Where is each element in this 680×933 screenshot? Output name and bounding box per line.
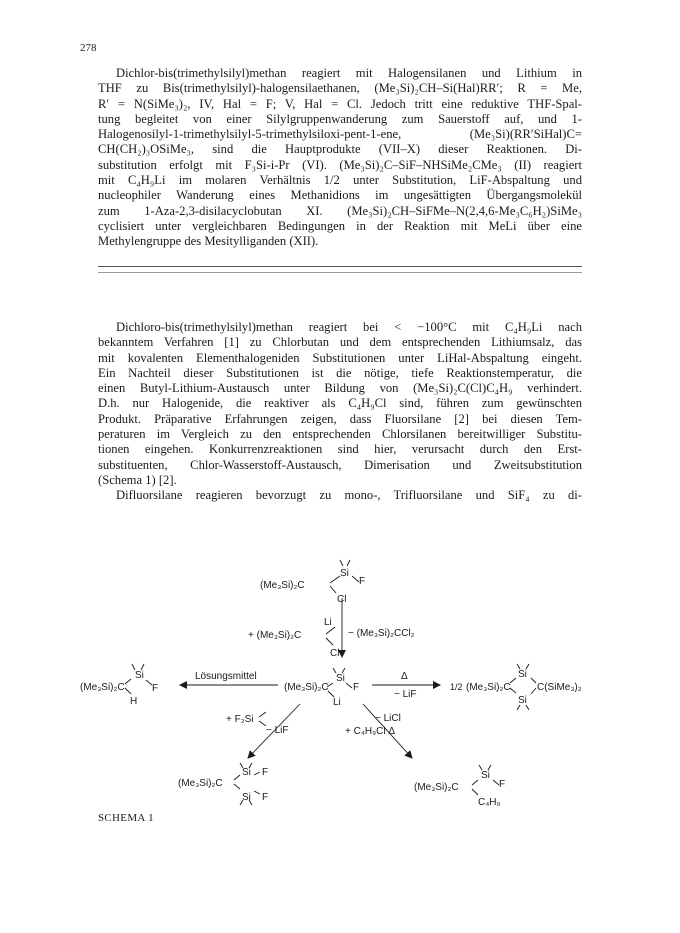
body-line: (Schema 1) [2]. bbox=[98, 472, 177, 487]
body-line: D.h. nur Halogenide, die reaktiver als C₄H₉Cl sind, führen zum gewünschten bbox=[98, 396, 582, 411]
body-line: Dichloro-bis(trimethylsilyl)methan reagiert bei < −100°C mit C₄H₉Li nach bbox=[116, 320, 582, 334]
abstract-line: zum 1-Aza-2,3-disilacyclobutan XI. (Me₃Si)₂CH–SiFMe–N(2,4,6-Me₃C₆H₂)SiMe₃ bbox=[98, 203, 582, 218]
top-si: Si bbox=[340, 568, 349, 579]
abstract-line: tung begleitet von einer Silylgruppenwanderung zum Sauerstoff auf, und 1- bbox=[98, 111, 582, 126]
left-h: H bbox=[130, 696, 138, 707]
br-c4h9: C₄H₉ bbox=[478, 797, 501, 808]
abstract-line: mit C₄H₉Li im molaren Verhältnis 1/2 unter Substitution, LiF-Abspaltung und bbox=[98, 173, 582, 188]
down-left-label-top: + F₂Si bbox=[226, 714, 254, 725]
down-right-label-top: − LiCl bbox=[375, 713, 401, 724]
body-line: tionen eingehen. Konkurrenzreaktionen sind hier, verursacht durch den Erst- bbox=[98, 442, 582, 457]
bl-f-top: F bbox=[262, 767, 269, 778]
bl-group: (Me₃Si)₂C bbox=[178, 778, 223, 789]
down-right-label-bottom: + C₄H₉Cl Δ bbox=[345, 726, 396, 737]
br-group: (Me₃Si)₂C bbox=[414, 782, 459, 793]
abstract-line: nucleophiler Wanderung eines Methanidions im ungesättigten Übergangsmolekül bbox=[98, 188, 582, 203]
top-f: F bbox=[359, 576, 366, 587]
center-si: Si bbox=[336, 673, 345, 684]
reagent-cl: Cl bbox=[330, 648, 340, 659]
body-line: Produkt. Präparative Erfahrungen zeigen, dass Fluorsilane [2] bei diesen Tem- bbox=[98, 411, 582, 426]
right-group: (Me₃Si)₂C bbox=[466, 682, 511, 693]
abstract-line: substitution erfolgt mit F₃Si-i-Pr (VI). (Me₃Si)₂C–SiF–NHSiMe₂CMe₃ (II) reagiert bbox=[98, 157, 582, 172]
abstract-line: Methylengruppe des Mesitylliganden (XII). bbox=[98, 234, 319, 249]
left-group: (Me₃Si)₂C bbox=[80, 682, 125, 693]
center-group: (Me₃Si)₂C bbox=[284, 682, 329, 693]
bl-f-bottom: F bbox=[262, 792, 269, 803]
br-si: Si bbox=[481, 770, 490, 781]
left-si: Si bbox=[135, 670, 144, 681]
top-group: (Me₃Si)₂C bbox=[260, 580, 305, 591]
br-f: F bbox=[499, 779, 506, 790]
body-line: Ein Nachteil dieser Substitutionen ist die nötige, tiefe Reaktionstemperatur, die bbox=[98, 365, 582, 380]
right-si-top: Si bbox=[518, 669, 527, 680]
down-left-label-bottom: − LiF bbox=[266, 725, 289, 736]
reagent-right: − (Me₃Si)₂CCl₂ bbox=[348, 628, 415, 639]
center-li: Li bbox=[333, 697, 341, 708]
bl-si-bottom: Si bbox=[242, 792, 251, 803]
left-f: F bbox=[152, 683, 159, 694]
body-line: einen Butyl-Lithium-Austausch unter Bildung von (Me₃Si)₂C(Cl)C₄H₉ verhindert. bbox=[98, 381, 582, 396]
body-line: mit kovalenten Elementhalogeniden Substitutionen unter LiHal-Abspaltung eingeht. bbox=[98, 350, 582, 365]
right-half: 1/2 bbox=[450, 682, 463, 692]
body-line: peraturen im Vergleich zu den entsprechenden Chlorsilanen bereitwilliger Substitu- bbox=[98, 427, 582, 442]
scheme-caption: SCHEMA 1 bbox=[98, 812, 154, 824]
abstract-line: THF zu Bis(trimethylsilyl)-halogensilaethanen, (Me₃Si)₂CH–Si(Hal)RR′; R = Me, bbox=[98, 81, 582, 96]
top-cl: Cl bbox=[337, 594, 347, 605]
right-arrow-bottom: − LiF bbox=[394, 689, 417, 700]
right-si-bottom: Si bbox=[518, 695, 527, 706]
abstract-line: cyclisiert unter vergleichbaren Bedingungen in der Reaktion mit MeLi über eine bbox=[98, 218, 582, 233]
left-arrow-label: Lösungsmittel bbox=[195, 671, 257, 682]
abstract-line: CH(CH₂)₃OSiMe₃, sind die Hauptprodukte (VII–X) dieser Reaktionen. Di- bbox=[98, 142, 582, 157]
right-right-group: C(SiMe₃)₂ bbox=[537, 682, 582, 693]
abstract-line: Dichlor-bis(trimethylsilyl)methan reagiert mit Halogensilanen und Lithium in bbox=[116, 66, 582, 80]
abstract-line: Halogenosilyl-1-trimethylsilyl-5-trimethylsiloxi-pent-1-ene, (Me₃Si)(RR′SiHal)C= bbox=[98, 127, 582, 142]
page-number: 278 bbox=[80, 42, 97, 54]
body-line: bekanntem Verfahren [1] zu Chlorbutan und dem entsprechenden Lithiumsalz, das bbox=[98, 335, 582, 350]
bl-si-top: Si bbox=[242, 767, 251, 778]
reagent-left: + (Me₃Si)₂C bbox=[248, 630, 302, 641]
body-last-line: Difluorsilane reagieren bevorzugt zu mono-, Trifluorsilane und SiF₄ zu di- bbox=[116, 488, 582, 503]
reagent-li: Li bbox=[324, 617, 332, 628]
right-arrow-top: Δ bbox=[401, 671, 408, 682]
abstract-line: R′ = N(SiMe₃)₂, IV, Hal = F; V, Hal = Cl. Jedoch tritt eine reduktive THF-Spal- bbox=[98, 96, 582, 111]
center-f: F bbox=[353, 682, 360, 693]
body-line: substituenten, Chlor-Wasserstoff-Austausch, Dimerisation und Zweitsubstitution bbox=[98, 457, 582, 472]
